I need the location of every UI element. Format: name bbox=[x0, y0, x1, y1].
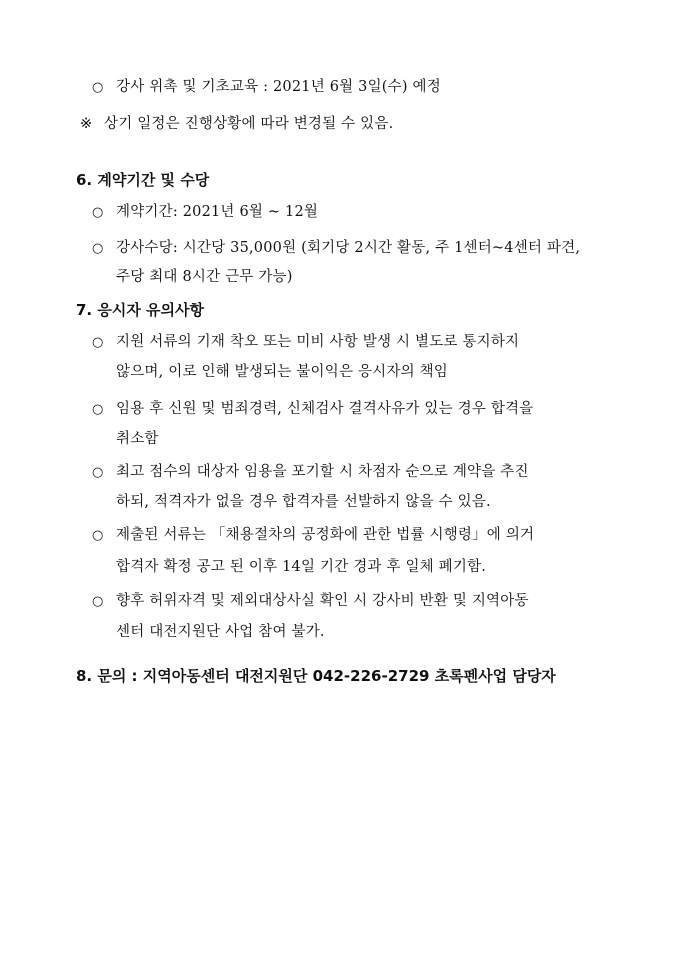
circle-bullet-icon: ○ bbox=[92, 594, 104, 609]
list-item-continuation: 센터 대전지원단 사업 참여 불가. bbox=[116, 624, 325, 640]
section6-heading: 6. 계약기간 및 수당 bbox=[76, 171, 210, 189]
list-item-continuation: 주당 최대 8시간 근무 가능) bbox=[116, 269, 293, 285]
schedule-note-text: 상기 일정은 진행상황에 따라 변경될 수 있음. bbox=[104, 116, 394, 132]
list-item-text: 계약기간: 2021년 6월 ~ 12월 bbox=[116, 204, 319, 220]
section8-heading: 8. 문의 : 지역아동센터 대전지원단 042-226-2729 초록펜사업 담당자 bbox=[76, 667, 556, 685]
list-item-text: 향후 허위자격 및 제외대상사실 확인 시 강사비 반환 및 지역아동 bbox=[116, 593, 529, 609]
reference-mark-icon: ※ bbox=[80, 116, 93, 132]
circle-bullet-icon: ○ bbox=[92, 465, 104, 480]
schedule-line-training bbox=[92, 77, 441, 98]
schedule-text: 강사 위촉 및 기초교육 : 2021년 6월 3일(수) 예정 bbox=[116, 79, 441, 95]
list-item-text: 지원 서류의 기재 착오 또는 미비 사항 발생 시 별도로 통지하지 bbox=[116, 334, 520, 350]
circle-bullet-icon: ○ bbox=[92, 80, 104, 95]
circle-bullet-icon: ○ bbox=[92, 241, 104, 256]
circle-bullet-icon: ○ bbox=[92, 205, 104, 220]
list-item bbox=[92, 525, 534, 546]
list-item bbox=[92, 332, 519, 353]
list-item-continuation: 하되, 적격자가 없을 경우 합격자를 선발하지 않을 수 있음. bbox=[116, 494, 491, 510]
list-item-text: 강사수당: 시간당 35,000원 (회기당 2시간 활동, 주 1센터~4센터 파견, bbox=[116, 240, 581, 256]
list-item-text: 임용 후 신원 및 범죄경력, 신체검사 결격사유가 있는 경우 합격을 bbox=[116, 401, 534, 417]
list-item bbox=[92, 462, 529, 483]
list-item bbox=[92, 238, 580, 259]
list-item bbox=[92, 399, 533, 420]
list-item-text: 제출된 서류는 「채용절차의 공정화에 관한 법률 시행령」에 의거 bbox=[116, 527, 535, 543]
list-item-text: 최고 점수의 대상자 임용을 포기할 시 차점자 순으로 계약을 추진 bbox=[116, 464, 529, 480]
circle-bullet-icon: ○ bbox=[92, 528, 104, 543]
circle-bullet-icon: ○ bbox=[92, 335, 104, 350]
list-item-continuation: 합격자 확정 공고 된 이후 14일 기간 경과 후 일체 폐기함. bbox=[116, 559, 487, 575]
list-item-continuation: 취소함 bbox=[116, 431, 159, 447]
circle-bullet-icon: ○ bbox=[92, 402, 104, 417]
list-item bbox=[92, 202, 318, 223]
list-item bbox=[92, 591, 529, 612]
list-item-continuation: 않으며, 이로 인해 발생되는 불이익은 응시자의 책임 bbox=[116, 364, 449, 380]
schedule-note bbox=[80, 114, 393, 134]
section7-heading: 7. 응시자 유의사항 bbox=[76, 301, 205, 319]
